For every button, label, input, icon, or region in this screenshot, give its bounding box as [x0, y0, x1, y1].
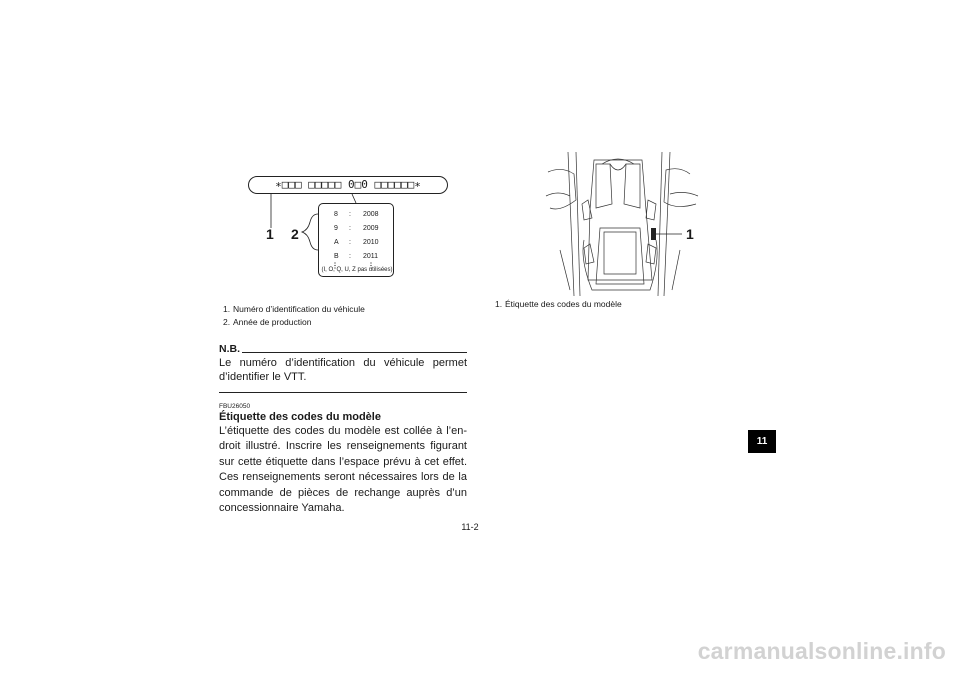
vin-captions: [223, 303, 365, 329]
caption-item: 1. Numéro d’identification du véhicule: [223, 304, 365, 314]
year-row: B : 2011: [334, 253, 379, 260]
model-label-section: [219, 403, 467, 516]
note-rule: [242, 352, 467, 353]
vin-code: ∗□□□ □□□□□ 0□0 □□□□□□∗: [275, 178, 421, 191]
vin-figure: [240, 170, 470, 285]
year-row: 9 : 2009: [334, 225, 379, 232]
callout-1: 1: [266, 226, 274, 242]
unused-letters-note: (I, O, Q, U, Z pas utilisées): [321, 267, 393, 273]
note-bottom-rule: [219, 392, 467, 393]
caption-item: 1. Étiquette des codes du modèle: [495, 299, 622, 309]
note-block: [219, 343, 467, 393]
callout-2: 2: [291, 226, 299, 242]
atv-rear-illustration: [540, 150, 715, 300]
model-label-location: [651, 228, 656, 240]
watermark: carmanualsonline.info: [697, 638, 946, 664]
production-year-table: [318, 203, 394, 277]
model-label-captions: [495, 298, 622, 311]
callout-model-label: 1: [686, 226, 694, 242]
year-row: A : 2010: [334, 239, 379, 246]
note-text: Le numéro d’identification du véhicule permet d’identifier le VTT.: [219, 357, 467, 383]
section-body: L’étiquette des codes du modèle est collée à l’en-droit illustré. Inscrire les renseignements figurant sur cette étiquette dans l’espace prévu à cet effet. Ces renseignements seront nécessaires lors de la commande de pièces de rechange auprès d’un concessionnaire Yamaha.: [219, 425, 467, 515]
year-row: 8 : 2008: [334, 211, 379, 218]
page-number: 11-2: [461, 522, 479, 532]
chapter-tab: 11: [748, 430, 776, 453]
caption-item: 2. Année de production: [223, 317, 312, 327]
section-code: FBU26050: [219, 403, 251, 410]
section-title: Étiquette des codes du modèle: [219, 411, 381, 423]
note-label: N.B.: [219, 343, 240, 355]
